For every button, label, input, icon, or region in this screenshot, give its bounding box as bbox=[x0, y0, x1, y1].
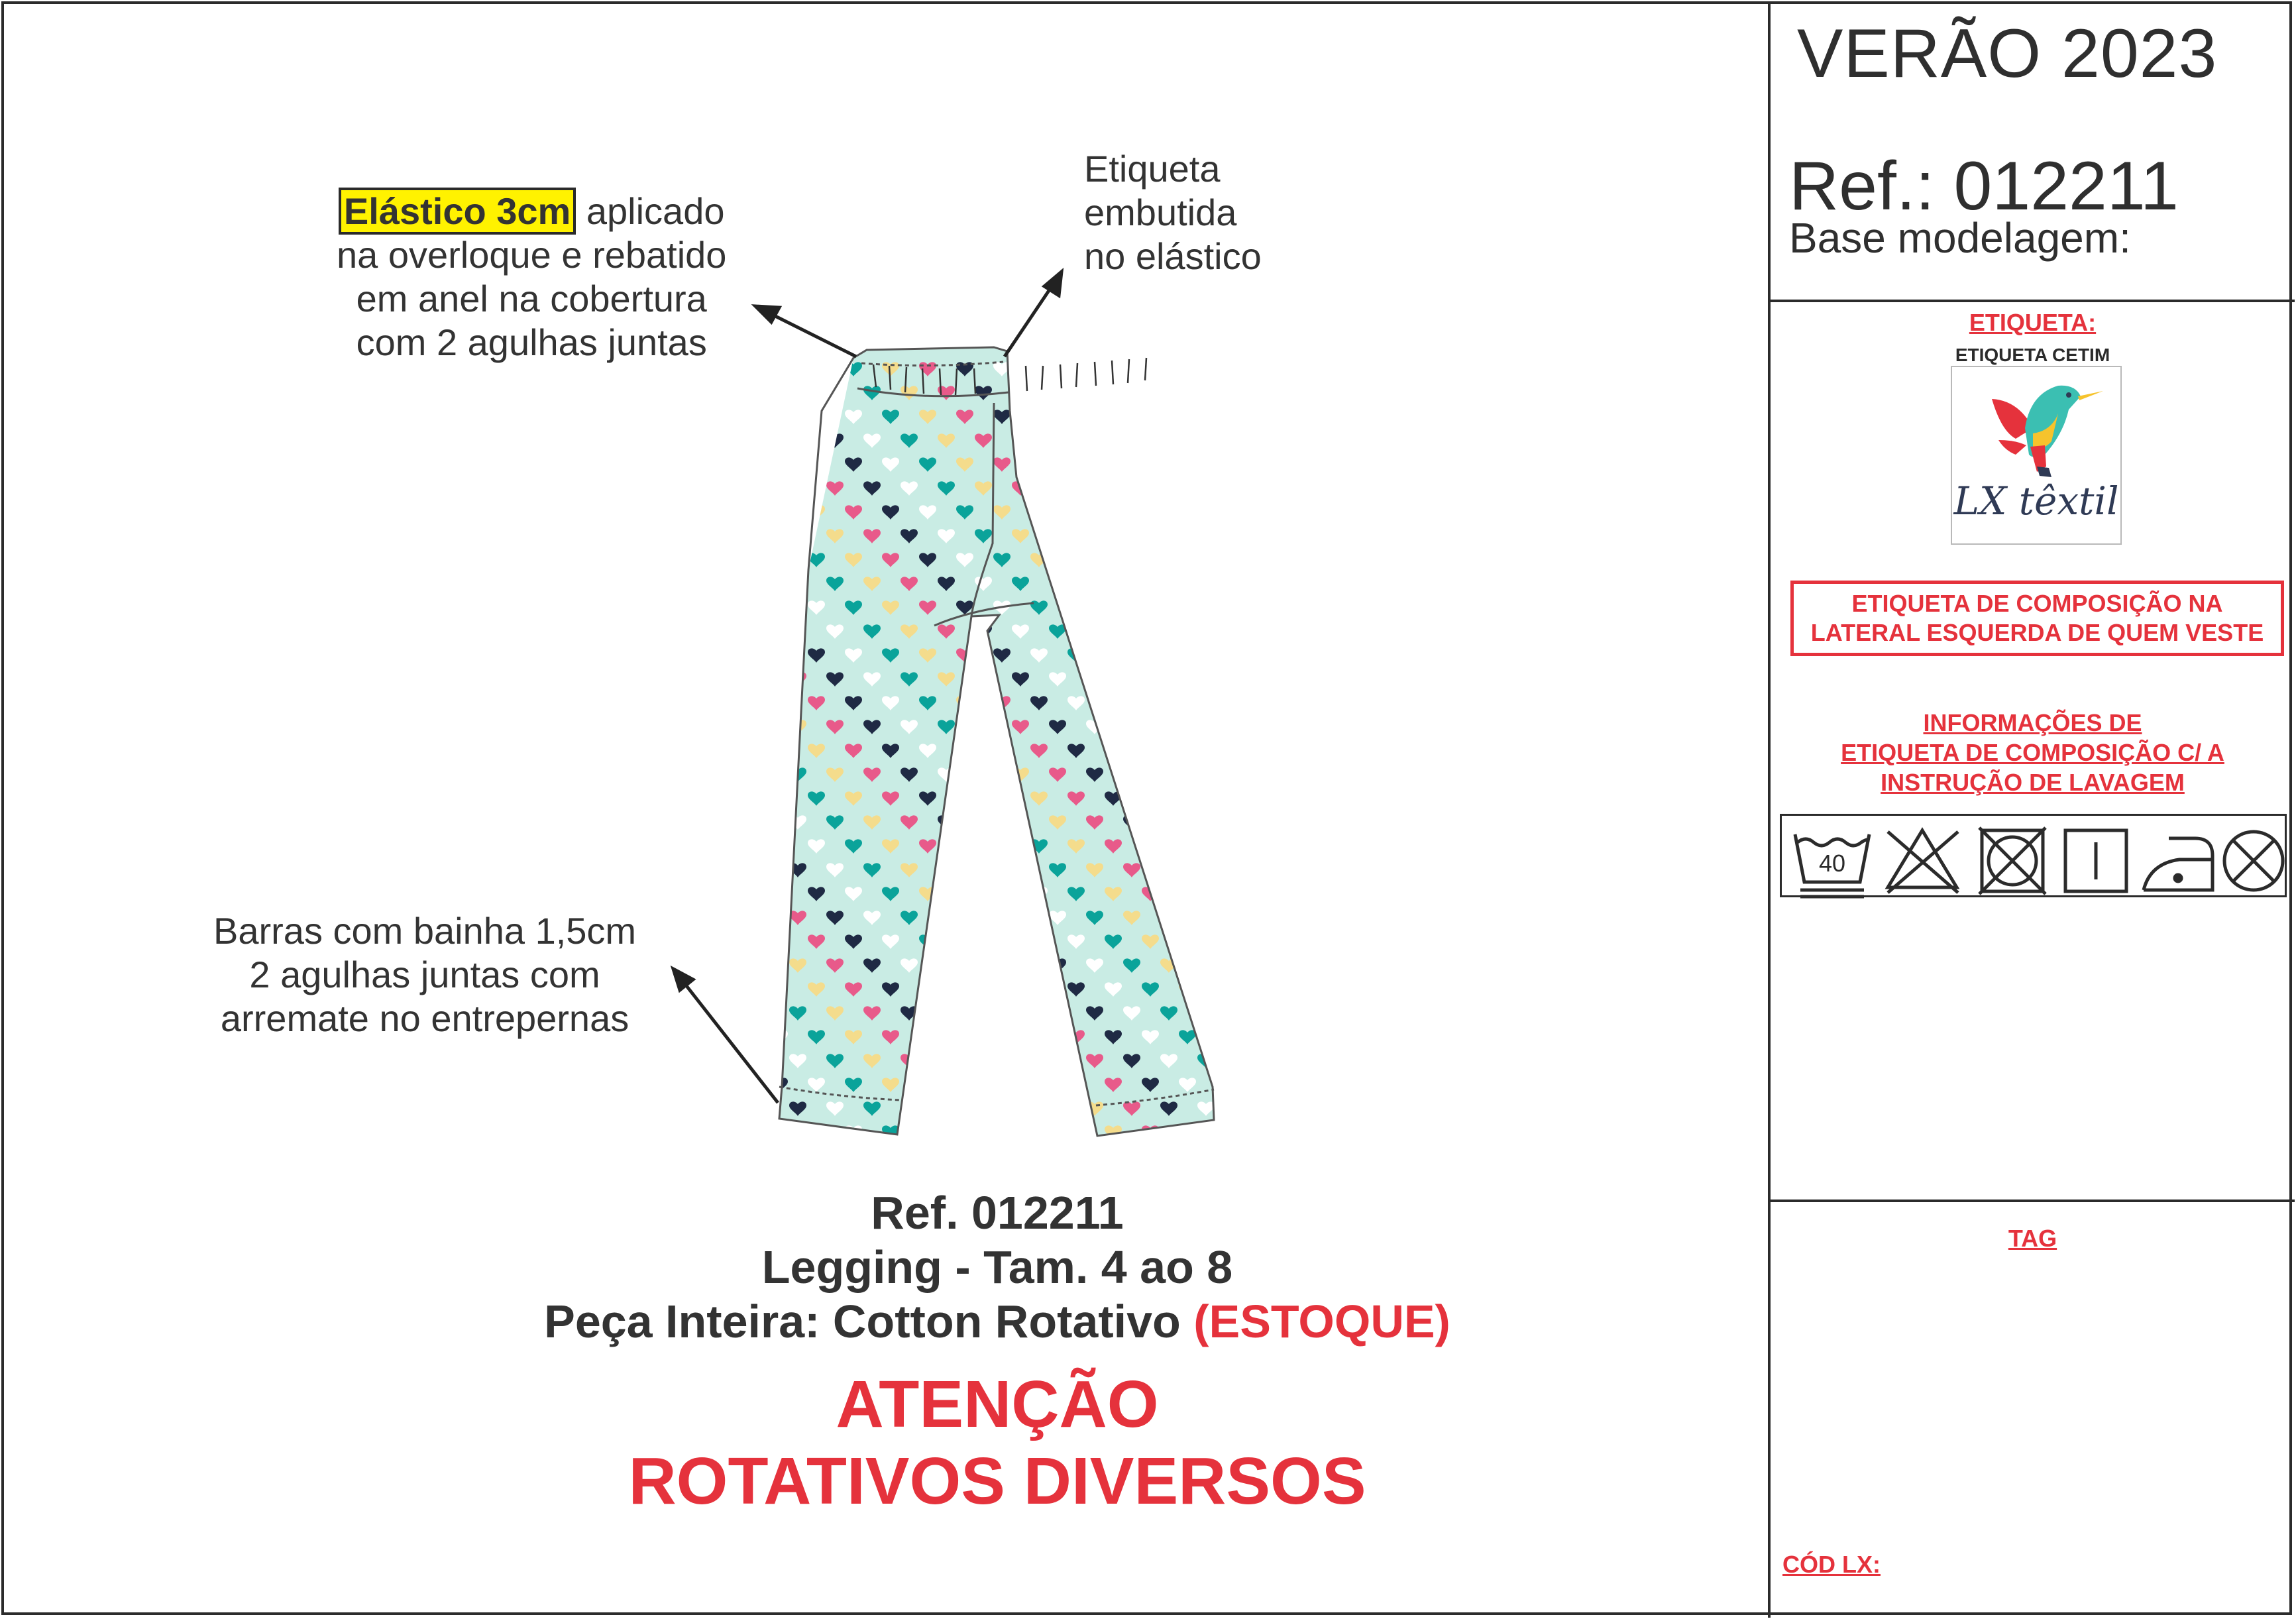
hem-callout-line1: Barras com bainha 1,5cm bbox=[213, 910, 637, 952]
heart-motif bbox=[1160, 672, 1177, 687]
hem-callout-line3: arremate no entrepernas bbox=[220, 997, 629, 1039]
heart-motif bbox=[789, 386, 806, 400]
heart-motif bbox=[956, 839, 973, 854]
heart-motif bbox=[1216, 600, 1233, 615]
heart-motif bbox=[771, 887, 788, 901]
heart-motif bbox=[771, 1125, 788, 1140]
heart-motif bbox=[993, 982, 1011, 997]
heart-motif bbox=[1160, 767, 1177, 782]
heart-motif bbox=[1123, 672, 1140, 687]
heart-motif bbox=[993, 887, 1011, 901]
heart-motif bbox=[1197, 958, 1215, 973]
elastic-callout-line3: em anel na cobertura bbox=[356, 278, 707, 319]
heart-motif bbox=[938, 958, 955, 973]
heart-motif bbox=[1123, 577, 1140, 591]
label-callout bbox=[1084, 147, 1262, 278]
heart-motif bbox=[1160, 624, 1177, 639]
composition-info bbox=[1771, 708, 2295, 797]
heart-motif bbox=[956, 744, 973, 758]
heart-motif bbox=[1012, 1101, 1029, 1116]
heart-motif bbox=[1216, 648, 1233, 663]
heart-motif bbox=[1216, 934, 1233, 949]
warning-title: ATENÇÃO bbox=[836, 1367, 1159, 1441]
heart-motif bbox=[1179, 648, 1196, 663]
heart-motif bbox=[771, 600, 788, 615]
heart-motif bbox=[1123, 481, 1140, 496]
heart-motif bbox=[1216, 362, 1233, 376]
heart-motif bbox=[993, 839, 1011, 854]
heart-motif bbox=[1142, 362, 1159, 376]
elastic-callout-line2: na overloque e rebatido bbox=[337, 234, 727, 276]
heart-motif bbox=[1049, 1054, 1066, 1068]
heart-motif bbox=[1197, 386, 1215, 400]
heart-motif bbox=[1049, 1006, 1066, 1021]
heart-motif bbox=[1197, 672, 1215, 687]
elastic-callout-line1: aplicado bbox=[576, 190, 725, 232]
season-title: VERÃO 2023 bbox=[1797, 15, 2218, 92]
heart-motif bbox=[1030, 457, 1048, 472]
label-arrow bbox=[1005, 272, 1062, 357]
wash-temp-label: 40 bbox=[1818, 850, 1846, 877]
product-fabric-text: Peça Inteira: Cotton Rotativo bbox=[544, 1296, 1194, 1347]
heart-motif bbox=[1216, 553, 1233, 567]
label-callout-line3: no elástico bbox=[1084, 235, 1262, 277]
heart-motif bbox=[1142, 744, 1159, 758]
heart-motif bbox=[1160, 481, 1177, 496]
heart-motif bbox=[771, 553, 788, 567]
heart-motif bbox=[919, 1125, 936, 1140]
heart-motif bbox=[1216, 1125, 1233, 1140]
heart-motif bbox=[1160, 577, 1177, 591]
heart-motif bbox=[1030, 362, 1048, 376]
heart-motif bbox=[771, 410, 788, 424]
elastic-callout-line4: com 2 agulhas juntas bbox=[356, 321, 707, 363]
composition-info-line3: INSTRUÇÃO DE LAVAGEM bbox=[1881, 769, 2185, 796]
heart-motif bbox=[1197, 815, 1215, 830]
heart-motif bbox=[1123, 529, 1140, 543]
wash-40-icon bbox=[1795, 834, 1869, 897]
heart-motif bbox=[789, 481, 806, 496]
heart-motif bbox=[993, 1125, 1011, 1140]
heart-motif bbox=[771, 696, 788, 710]
heart-motif bbox=[1179, 696, 1196, 710]
heart-motif bbox=[993, 934, 1011, 949]
heart-motif bbox=[1142, 648, 1159, 663]
heart-motif bbox=[1197, 767, 1215, 782]
heart-motif bbox=[938, 1054, 955, 1068]
line-dry-icon bbox=[2065, 830, 2126, 891]
composition-info-line1: INFORMAÇÕES DE bbox=[1923, 709, 2142, 736]
hem-callout bbox=[213, 909, 636, 1040]
heart-motif bbox=[1179, 934, 1196, 949]
heart-motif bbox=[1216, 887, 1233, 901]
heart-motif bbox=[1216, 410, 1233, 424]
heart-motif bbox=[1160, 529, 1177, 543]
heart-motif bbox=[1216, 1078, 1233, 1092]
hummingbird-icon bbox=[1952, 367, 2120, 480]
heart-motif bbox=[808, 362, 825, 376]
heart-motif bbox=[789, 624, 806, 639]
heart-motif bbox=[1216, 1030, 1233, 1044]
heart-motif bbox=[1012, 863, 1029, 877]
heart-motif bbox=[993, 744, 1011, 758]
heart-motif bbox=[1160, 911, 1177, 925]
heart-motif bbox=[789, 529, 806, 543]
heart-motif bbox=[938, 1006, 955, 1021]
heart-motif bbox=[1197, 577, 1215, 591]
heart-motif bbox=[1179, 887, 1196, 901]
heart-motif bbox=[1086, 672, 1103, 687]
heart-motif bbox=[1197, 481, 1215, 496]
heart-motif bbox=[919, 1078, 936, 1092]
heart-motif bbox=[975, 911, 992, 925]
heart-motif bbox=[1197, 863, 1215, 877]
heart-motif bbox=[975, 1006, 992, 1021]
heart-motif bbox=[1049, 481, 1066, 496]
heart-motif bbox=[1012, 1054, 1029, 1068]
heart-motif bbox=[1179, 553, 1196, 567]
heart-motif bbox=[1160, 863, 1177, 877]
stock-note: (ESTOQUE) bbox=[1193, 1296, 1450, 1347]
elastic-highlight: Elástico 3cm bbox=[339, 188, 576, 235]
no-dry-clean-icon bbox=[2224, 832, 2283, 890]
brand-logo bbox=[1951, 366, 2122, 545]
label-type: ETIQUETA CETIM bbox=[1955, 345, 2110, 365]
heart-motif bbox=[1142, 553, 1159, 567]
heart-motif bbox=[1123, 433, 1140, 448]
label-callout-line1: Etiqueta bbox=[1084, 148, 1221, 190]
heart-motif bbox=[938, 1101, 955, 1116]
heart-motif bbox=[771, 505, 788, 520]
heart-motif bbox=[975, 767, 992, 782]
heart-motif bbox=[993, 1030, 1011, 1044]
heart-motif bbox=[1197, 529, 1215, 543]
heart-motif bbox=[1142, 410, 1159, 424]
heart-motif bbox=[1160, 386, 1177, 400]
heart-motif bbox=[919, 982, 936, 997]
heart-motif bbox=[1030, 410, 1048, 424]
heart-motif bbox=[1142, 457, 1159, 472]
heart-motif bbox=[938, 863, 955, 877]
no-tumble-dry-icon bbox=[1979, 828, 2046, 894]
heart-motif bbox=[1105, 600, 1122, 615]
hem-arrow bbox=[673, 969, 778, 1103]
heart-motif bbox=[975, 958, 992, 973]
heart-motif bbox=[1179, 457, 1196, 472]
heart-motif bbox=[1049, 433, 1066, 448]
heart-motif bbox=[1105, 410, 1122, 424]
heart-motif bbox=[1216, 982, 1233, 997]
heart-motif bbox=[1067, 600, 1085, 615]
tag-section-title: TAG bbox=[2008, 1225, 2057, 1252]
heart-motif bbox=[1049, 386, 1066, 400]
heart-motif bbox=[1086, 624, 1103, 639]
heart-motif bbox=[1067, 553, 1085, 567]
heart-motif bbox=[1030, 1078, 1048, 1092]
heart-motif bbox=[1012, 815, 1029, 830]
composition-notice-line2: LATERAL ESQUERDA DE QUEM VESTE bbox=[1810, 619, 2264, 646]
heart-motif bbox=[1216, 744, 1233, 758]
heart-motif bbox=[1105, 648, 1122, 663]
heart-motif bbox=[1197, 433, 1215, 448]
heart-motif bbox=[1179, 839, 1196, 854]
heart-motif bbox=[1105, 553, 1122, 567]
product-ref: Ref. 012211 bbox=[871, 1187, 1124, 1239]
heart-motif bbox=[1030, 982, 1048, 997]
heart-motif bbox=[1216, 696, 1233, 710]
heart-motif bbox=[1160, 815, 1177, 830]
cod-lx-label: CÓD LX: bbox=[1782, 1551, 1881, 1578]
heart-motif bbox=[1142, 600, 1159, 615]
heart-motif bbox=[1105, 696, 1122, 710]
heart-motif bbox=[1067, 410, 1085, 424]
heart-motif bbox=[1216, 791, 1233, 806]
reference-number: Ref.: 012211 bbox=[1789, 148, 2179, 225]
care-symbols-box bbox=[1780, 814, 2287, 897]
heart-motif bbox=[789, 577, 806, 591]
heart-motif bbox=[1086, 386, 1103, 400]
heart-motif bbox=[1142, 505, 1159, 520]
heart-motif bbox=[771, 648, 788, 663]
heart-motif bbox=[975, 863, 992, 877]
label-callout-line2: embutida bbox=[1084, 192, 1237, 233]
divider-header bbox=[1768, 300, 2295, 302]
heart-motif bbox=[1012, 433, 1029, 448]
heart-motif bbox=[1197, 1006, 1215, 1021]
product-fabric bbox=[0, 1295, 1995, 1348]
heart-motif bbox=[1049, 1101, 1066, 1116]
heart-motif bbox=[789, 433, 806, 448]
heart-motif bbox=[975, 1101, 992, 1116]
heart-motif bbox=[1105, 457, 1122, 472]
heart-motif bbox=[1067, 505, 1085, 520]
heart-motif bbox=[1086, 577, 1103, 591]
warning-subtitle: ROTATIVOS DIVERSOS bbox=[628, 1444, 1366, 1518]
heart-motif bbox=[1179, 791, 1196, 806]
heart-motif bbox=[1123, 720, 1140, 734]
heart-motif bbox=[956, 934, 973, 949]
composition-info-line2: ETIQUETA DE COMPOSIÇÃO C/ A bbox=[1841, 739, 2224, 766]
heart-motif bbox=[1197, 720, 1215, 734]
heart-motif bbox=[771, 839, 788, 854]
heart-motif bbox=[1142, 791, 1159, 806]
heart-motif bbox=[1067, 1125, 1085, 1140]
heart-motif bbox=[956, 1125, 973, 1140]
heart-motif bbox=[1142, 839, 1159, 854]
heart-motif bbox=[1123, 624, 1140, 639]
heart-motif bbox=[1160, 433, 1177, 448]
heart-motif bbox=[1142, 696, 1159, 710]
heart-motif bbox=[956, 1030, 973, 1044]
heart-motif bbox=[1086, 433, 1103, 448]
heart-motif bbox=[956, 887, 973, 901]
heart-motif bbox=[1067, 1078, 1085, 1092]
heart-motif bbox=[771, 934, 788, 949]
heart-motif bbox=[1012, 911, 1029, 925]
heart-motif bbox=[1030, 1030, 1048, 1044]
composition-notice-line1: ETIQUETA DE COMPOSIÇÃO NA bbox=[1851, 590, 2223, 617]
heart-motif bbox=[1179, 600, 1196, 615]
elastic-arrow bbox=[755, 306, 856, 357]
heart-motif bbox=[1030, 505, 1048, 520]
heart-motif bbox=[975, 815, 992, 830]
heart-motif bbox=[1030, 1125, 1048, 1140]
heart-motif bbox=[975, 720, 992, 734]
heart-motif bbox=[1179, 362, 1196, 376]
heart-motif bbox=[1216, 505, 1233, 520]
heart-motif bbox=[1012, 1006, 1029, 1021]
heart-motif bbox=[1067, 457, 1085, 472]
heart-motif bbox=[975, 672, 992, 687]
heart-motif bbox=[956, 1078, 973, 1092]
heart-motif bbox=[1123, 386, 1140, 400]
brand-logo-text: LX têxtil bbox=[1953, 478, 2119, 524]
heart-motif bbox=[1179, 410, 1196, 424]
heart-motif bbox=[1105, 505, 1122, 520]
heart-motif bbox=[1179, 505, 1196, 520]
heart-motif bbox=[808, 1125, 825, 1140]
heart-motif bbox=[956, 982, 973, 997]
heart-motif bbox=[771, 457, 788, 472]
iron-low-icon bbox=[2144, 838, 2213, 890]
heart-motif bbox=[1179, 744, 1196, 758]
composition-notice-box bbox=[1790, 581, 2284, 656]
heart-motif bbox=[993, 791, 1011, 806]
hem-callout-line2: 2 agulhas juntas com bbox=[249, 954, 600, 995]
label-section-title: ETIQUETA: bbox=[1969, 309, 2097, 336]
heart-motif bbox=[771, 791, 788, 806]
heart-motif bbox=[1160, 720, 1177, 734]
heart-motif bbox=[1012, 958, 1029, 973]
no-bleach-icon bbox=[1888, 830, 1958, 893]
heart-motif bbox=[1216, 457, 1233, 472]
heart-motif bbox=[975, 1054, 992, 1068]
heart-motif bbox=[1197, 624, 1215, 639]
heart-motif bbox=[1216, 839, 1233, 854]
elastic-callout bbox=[337, 190, 726, 364]
heart-motif bbox=[956, 791, 973, 806]
heart-motif bbox=[1086, 529, 1103, 543]
product-name: Legging - Tam. 4 ao 8 bbox=[761, 1241, 1233, 1293]
heart-motif bbox=[771, 982, 788, 997]
heart-motif bbox=[1179, 1125, 1196, 1140]
heart-motif bbox=[919, 1030, 936, 1044]
base-model-label: Base modelagem: bbox=[1789, 214, 2131, 262]
heart-motif bbox=[771, 362, 788, 376]
heart-motif bbox=[1049, 529, 1066, 543]
heart-motif bbox=[901, 1101, 918, 1116]
heart-motif bbox=[1197, 911, 1215, 925]
heart-motif bbox=[993, 1078, 1011, 1092]
heart-motif bbox=[1030, 934, 1048, 949]
heart-motif bbox=[1086, 481, 1103, 496]
heart-motif bbox=[771, 744, 788, 758]
heart-motif bbox=[1123, 767, 1140, 782]
heart-motif bbox=[938, 911, 955, 925]
